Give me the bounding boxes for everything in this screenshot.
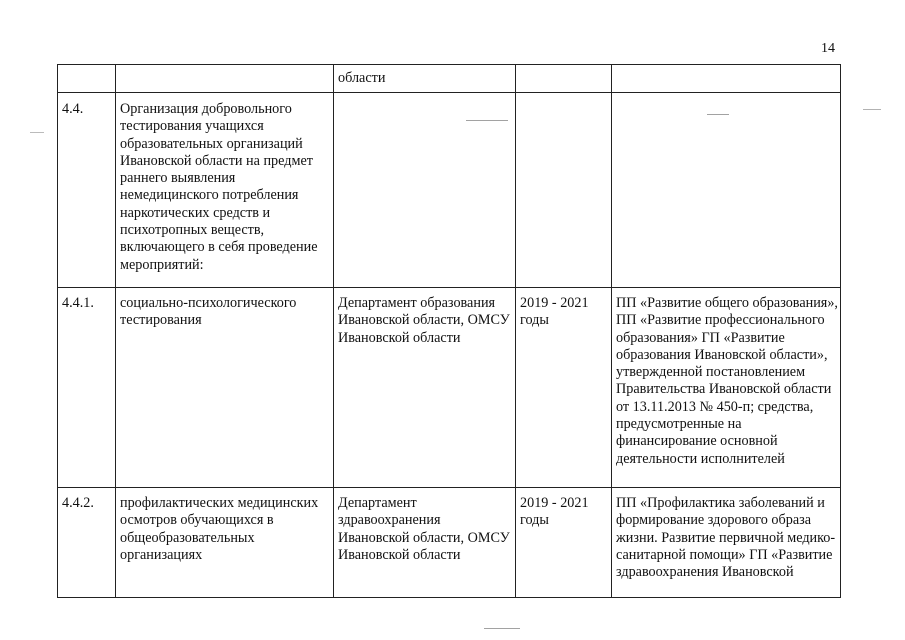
activity-cell [116,65,334,93]
scan-artifact [466,120,508,121]
executor-cell: Департамент образования Ивановской области, ОМСУ Ивановской области [334,288,516,488]
table-row [58,93,841,288]
period-cell [516,93,612,288]
row-number-cell: 4.4.1. [58,288,116,488]
table-row [58,288,841,488]
page-number: 14 [821,41,835,56]
funding-cell: ПП «Развитие общего образования», ПП «Развитие профессионального образования» ГП «Развитие образования Ивановской области», утвержденной постановлением Правительства Ивановской области от 13.11.2013 № 450-п; средства, предусмотренные на финансирование основной деятельности исполнителей [612,288,841,488]
table-row [58,65,841,93]
funding-cell [612,65,841,93]
row-number-cell: 4.4.2. [58,488,116,598]
executor-cell: Департамент здравоохранения Ивановской области, ОМСУ Ивановской области [334,488,516,598]
table-row [58,488,841,598]
scan-artifact [484,628,520,629]
row-number-cell [58,65,116,93]
measures-table [57,64,841,598]
period-cell [516,65,612,93]
activity-cell: профилактических медицинских осмотров обучающихся в общеобразовательных организациях [116,488,334,598]
activity-cell: социально-психологического тестирования [116,288,334,488]
row-number-cell: 4.4. [58,93,116,288]
executor-cell: области [334,65,516,93]
scan-artifact [707,114,729,115]
scan-artifact [30,132,44,133]
funding-cell [612,93,841,288]
scan-artifact [863,109,881,110]
period-cell: 2019 - 2021 годы [516,488,612,598]
activity-cell: Организация добровольного тестирования учащихся образовательных организаций Ивановской области на предмет раннего выявления немедицинского потребления наркотических средств и психотропных веществ, включающего в себя проведение мероприятий: [116,93,334,288]
executor-cell [334,93,516,288]
period-cell: 2019 - 2021 годы [516,288,612,488]
funding-cell: ПП «Профилактика заболеваний и формирование здорового образа жизни. Развитие первичной медико-санитарной помощи» ГП «Развитие здравоохранения Ивановской [612,488,841,598]
